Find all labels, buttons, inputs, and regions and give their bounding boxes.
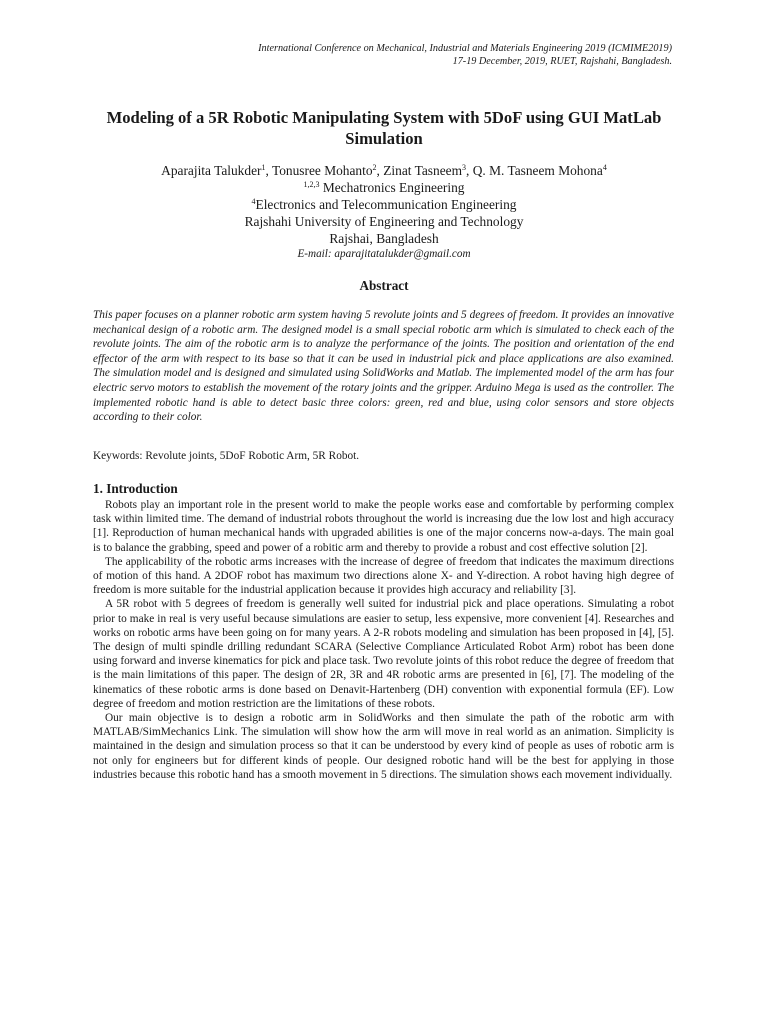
paragraph: Robots play an important role in the present world to make the people works ease and comfortable by performing complex task within limited time. The demand of industrial robots throughout the world is increasing due the low lost and high accuracy [1]. Reproduction of human mechanical hands with upgraded abilities is one of the major concerns now-a-days. The main goal is to balance the grabbing, speed and power of a robitic arm and thereby to provide a robust and cost effective solution [2].	[93, 499, 674, 554]
university: Rajshahi University of Engineering and Technology	[244, 214, 524, 229]
affiliation-2	[60, 196, 708, 213]
affiliation-mark: 4	[251, 197, 256, 206]
author-name: Zinat Tasneem	[383, 163, 463, 178]
author-separator: ,	[376, 163, 384, 178]
author-name: Tonusree Mohanto	[271, 163, 373, 178]
introduction-body	[93, 498, 674, 782]
author-block	[60, 162, 708, 261]
keywords: Keywords: Revolute joints, 5DoF Robotic Arm, 5R Robot.	[93, 450, 360, 462]
affiliation-1	[60, 179, 708, 196]
conference-name: International Conference on Mechanical, Industrial and Materials Engineering 2019 (ICMIME2019)	[258, 43, 672, 54]
author-affiliation-mark: 4	[602, 163, 607, 172]
author-name: Aparajita Talukder	[161, 163, 262, 178]
location: Rajshai, Bangladesh	[329, 231, 439, 246]
conference-header	[0, 43, 672, 68]
abstract-body: This paper focuses on a planner robotic arm system having 5 revolute joints and 5 degrees of freedom. It provides an innovative mechanical design of a robotic arm. The designed model is a small special robotic arm which is simulated to check each of the revolute joints. The aim of the robotic arm is to analyze the performance of the joints. The position and orientation of the end effector of the arm with respect to its base so that it can be used in industrial pick and place applications are also examined. The simulation model and is designed and simulated using SolidWorks and Matlab. The implemented model of the arm has four electric servo motors to establish the movement of the rotary joints and the gripper. Arduino Mega is used as the controller. The implemented robotic hand is able to detect basic three colors: green, red and blue, using color sensors and store objects according to their color.	[93, 309, 674, 424]
paper-title: Modeling of a 5R Robotic Manipulating System with 5DoF using GUI MatLab Simulation	[106, 108, 662, 148]
email-address: E-mail: aparajitatalukder@gmail.com	[297, 248, 471, 260]
paragraph: A 5R robot with 5 degrees of freedom is generally well suited for industrial pick and place operations. Simulating a robot prior to make in real is very useful because simulations are easier to setup, less expensive, more convenient [4]. Researches and works on robotic arms have been going on for many years. A 2-R robots modeling and simulation has been proposed in [4], [5]. The design of multi spindle drilling redundant SCARA (Selective Compliance Articulated Robot Arm) robot has been done using forward and inverse kinematics for pick and place task. Two revolute joints of this robot reduce the degree of freedom that is the main limitations of this paper. The design of 2R, 3R and 4R robotic arms are presented in [6], [7]. The modeling of the kinematics of these robotic arms is done based on Denavit-Hartenberg (DH) convention with exponential formula (EF). Low degree of freedom and motion restriction are the limitations of these robots.	[93, 598, 674, 710]
paragraph: Our main objective is to design a robotic arm in SolidWorks and then simulate the path of the robotic arm with MATLAB/SimMechanics Link. The simulation will show how the arm will move in real world as an animation. Simplicity is maintained in the design and simulation process so that it can be understood by every kind of people as uses of robotic arm is not only for engineers but for different kinds of people. Our designed robotic hand will be the best for applying in those industries because this robotic hand has a smooth movement in 5 directions. The simulation shows each movement individually.	[93, 712, 674, 781]
author-separator: ,	[265, 163, 272, 178]
section-heading-introduction: 1. Introduction	[93, 481, 178, 496]
affiliation-dept: Electronics and Telecommunication Engineering	[255, 197, 517, 212]
conference-date-venue: 17-19 December, 2019, RUET, Rajshahi, Bangladesh.	[452, 55, 672, 67]
author-affiliation-mark: 3	[462, 163, 467, 172]
author-affiliation-mark: 2	[372, 163, 377, 172]
affiliation-mark: 1,2,3	[303, 180, 320, 189]
author-name: Q. M. Tasneem Mohona	[472, 163, 603, 178]
abstract-heading: Abstract	[359, 278, 409, 293]
author-separator: ,	[466, 163, 473, 178]
author-list	[60, 162, 708, 179]
paragraph: The applicability of the robotic arms increases with the increase of degree of freedom that indicates the maximum directions of motion of this hand. A 2DOF robot has maximum two directions alone X- and Y-direction. A robot having high degree of freedom is more suitable for the industrial application because it provides high accuracy and reliability [3].	[93, 555, 674, 597]
author-affiliation-mark: 1	[261, 163, 266, 172]
affiliation-dept: Mechatronics Engineering	[319, 180, 465, 195]
